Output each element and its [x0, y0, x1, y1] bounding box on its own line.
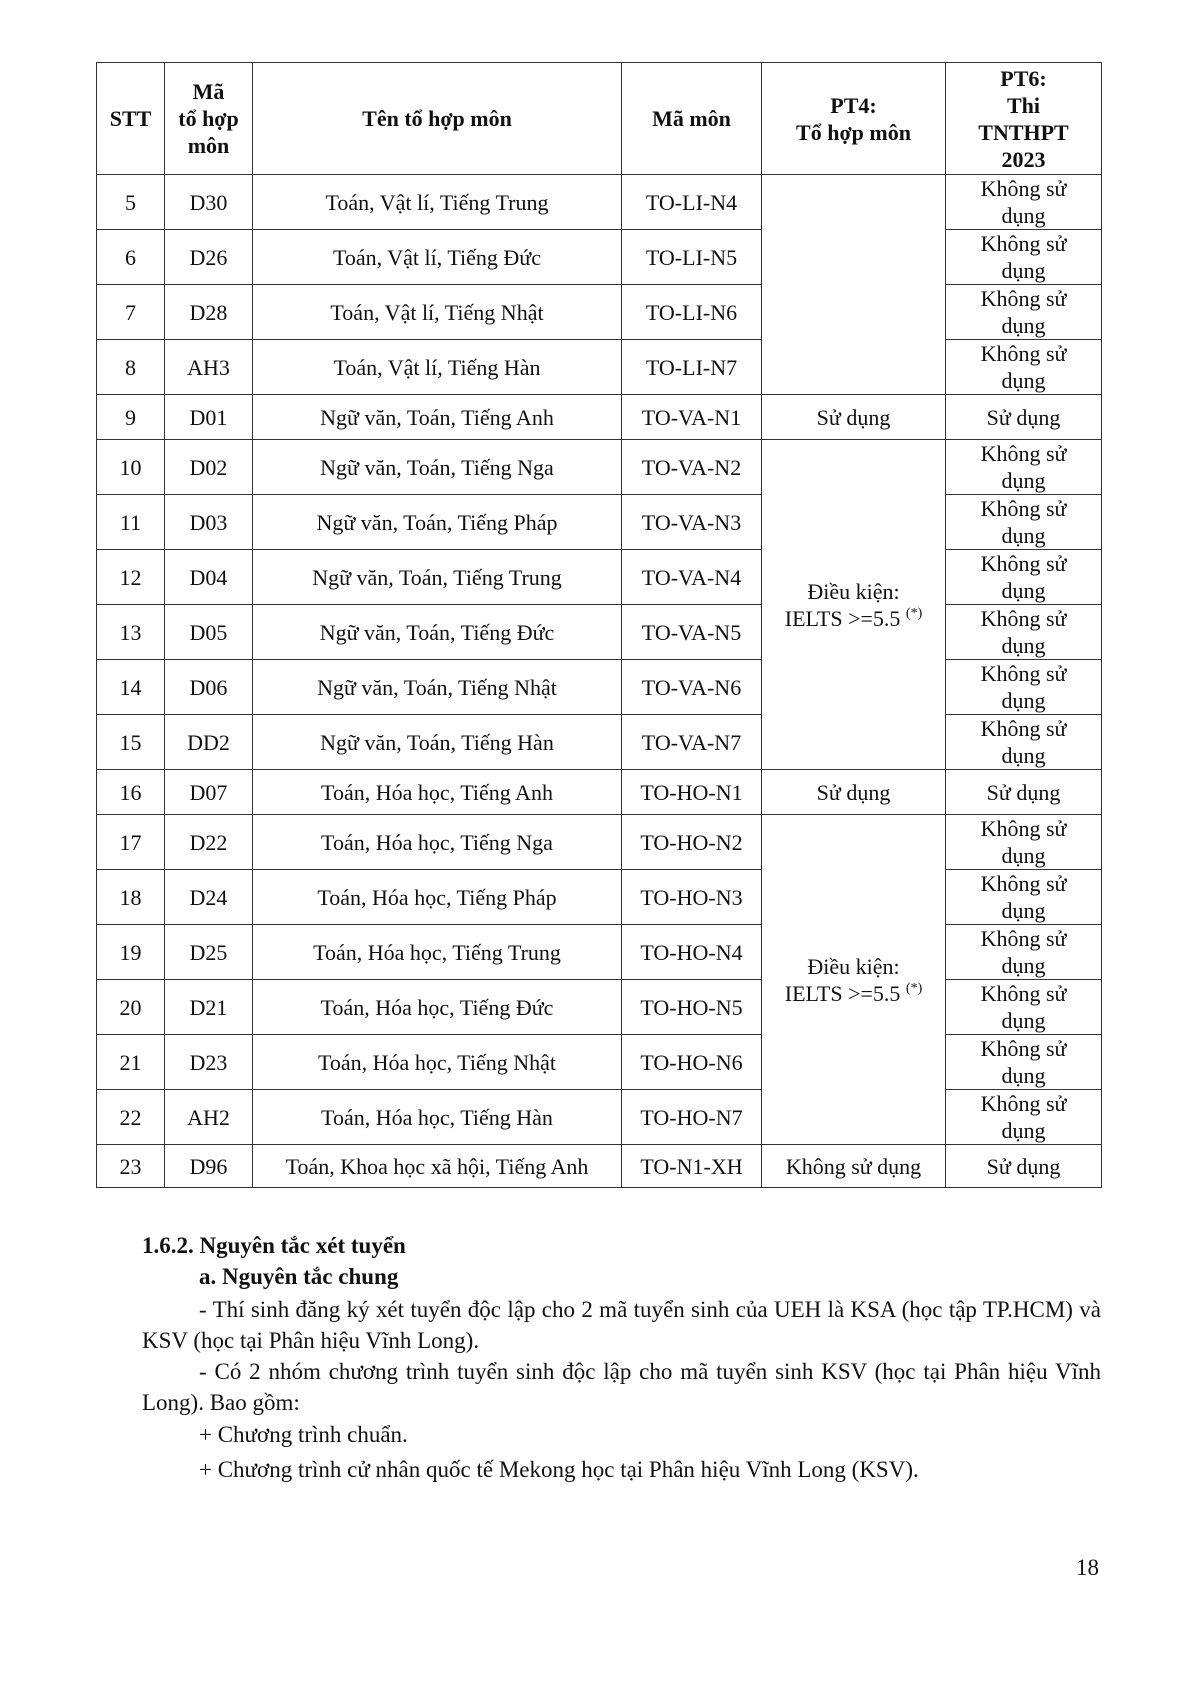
- cell-ten: Ngữ văn, Toán, Tiếng Nhật: [253, 660, 622, 715]
- table-row: [97, 1145, 1102, 1188]
- cell-ten: Toán, Vật lí, Tiếng Nhật: [253, 285, 622, 340]
- admission-combination-table: [96, 62, 1102, 1188]
- cell-stt: 23: [97, 1145, 165, 1188]
- cell-pt6: Không sử dụng: [946, 175, 1102, 230]
- cell-stt: 21: [97, 1035, 165, 1090]
- list-item: + Chương trình cử nhân quốc tế Mekong học tại Phân hiệu Vĩnh Long (KSV).: [199, 1457, 919, 1482]
- table-row: [97, 285, 1102, 340]
- cell-mamon: TO-HO-N2: [622, 815, 762, 870]
- cell-stt: 20: [97, 980, 165, 1035]
- cell-ma: D24: [165, 870, 253, 925]
- cell-ten: Toán, Hóa học, Tiếng Pháp: [253, 870, 622, 925]
- list-item: + Chương trình chuẩn.: [199, 1422, 408, 1447]
- cell-ten: Toán, Hóa học, Tiếng Trung: [253, 925, 622, 980]
- footnote-mark: (*): [905, 980, 923, 996]
- cell-ma: D07: [165, 770, 253, 815]
- paragraph: - Có 2 nhóm chương trình tuyển sinh độc lập cho mã tuyển sinh KSV (học tại Phân hiệu Vĩnh Long). Bao gồm:: [142, 1359, 1101, 1415]
- cell-pt6: Không sử dụng: [946, 605, 1102, 660]
- cell-ten: Toán, Khoa học xã hội, Tiếng Anh: [253, 1145, 622, 1188]
- cell-ma: DD2: [165, 715, 253, 770]
- cell-mamon: TO-VA-N6: [622, 660, 762, 715]
- cell-pt6: Không sử dụng: [946, 1035, 1102, 1090]
- cell-pt6: Không sử dụng: [946, 285, 1102, 340]
- cell-ten: Ngữ văn, Toán, Tiếng Nga: [253, 440, 622, 495]
- table-row: [97, 1035, 1102, 1090]
- table-row: [97, 550, 1102, 605]
- table-row: [97, 230, 1102, 285]
- table-row: [97, 340, 1102, 395]
- cell-ma: D96: [165, 1145, 253, 1188]
- cell-stt: 7: [97, 285, 165, 340]
- cell-ten: Ngữ văn, Toán, Tiếng Đức: [253, 605, 622, 660]
- header-ma-to-hop: Mã tổ hợp môn: [165, 63, 253, 175]
- cell-mamon: TO-VA-N7: [622, 715, 762, 770]
- cell-mamon: TO-N1-XH: [622, 1145, 762, 1188]
- cell-pt6: Không sử dụng: [946, 440, 1102, 495]
- cell-ten: Toán, Hóa học, Tiếng Nhật: [253, 1035, 622, 1090]
- cell-pt6: Không sử dụng: [946, 1090, 1102, 1145]
- cell-ma: D25: [165, 925, 253, 980]
- cell-ten: Toán, Hóa học, Tiếng Nga: [253, 815, 622, 870]
- table-row: [97, 660, 1102, 715]
- cell-stt: 9: [97, 395, 165, 440]
- cell-ma: D23: [165, 1035, 253, 1090]
- cell-stt: 10: [97, 440, 165, 495]
- cell-ma: D28: [165, 285, 253, 340]
- cell-ten: Toán, Hóa học, Tiếng Anh: [253, 770, 622, 815]
- table-row: [97, 815, 1102, 870]
- cell-stt: 22: [97, 1090, 165, 1145]
- cell-ma: AH3: [165, 340, 253, 395]
- cell-ma: D02: [165, 440, 253, 495]
- cell-stt: 13: [97, 605, 165, 660]
- cell-ten: Toán, Vật lí, Tiếng Trung: [253, 175, 622, 230]
- cell-ma: D03: [165, 495, 253, 550]
- cell-mamon: TO-LI-N7: [622, 340, 762, 395]
- cell-ten: Ngữ văn, Toán, Tiếng Anh: [253, 395, 622, 440]
- cell-pt6: Không sử dụng: [946, 870, 1102, 925]
- cell-stt: 11: [97, 495, 165, 550]
- cell-mamon: TO-VA-N5: [622, 605, 762, 660]
- cell-mamon: TO-HO-N1: [622, 770, 762, 815]
- cell-ten: Toán, Vật lí, Tiếng Hàn: [253, 340, 622, 395]
- cell-pt6: Không sử dụng: [946, 660, 1102, 715]
- table-row: [97, 175, 1102, 230]
- cell-ma: D04: [165, 550, 253, 605]
- cell-stt: 16: [97, 770, 165, 815]
- cell-pt6: Không sử dụng: [946, 980, 1102, 1035]
- header-stt: STT: [97, 63, 165, 175]
- cell-mamon: TO-VA-N3: [622, 495, 762, 550]
- cell-mamon: TO-HO-N7: [622, 1090, 762, 1145]
- header-pt6: PT6: Thi TNTHPT 2023: [946, 63, 1102, 175]
- cell-pt6: Không sử dụng: [946, 495, 1102, 550]
- cell-pt6: Không sử dụng: [946, 340, 1102, 395]
- cell-pt4-condition: Điều kiện: IELTS >=5.5 (*): [762, 440, 946, 770]
- cell-mamon: TO-HO-N5: [622, 980, 762, 1035]
- cell-pt6: Không sử dụng: [946, 550, 1102, 605]
- table-row: [97, 980, 1102, 1035]
- cell-pt4-empty: [762, 175, 946, 395]
- cell-ten: Toán, Hóa học, Tiếng Hàn: [253, 1090, 622, 1145]
- cell-pt4-condition: Điều kiện: IELTS >=5.5 (*): [762, 815, 946, 1145]
- cell-ten: Ngữ văn, Toán, Tiếng Trung: [253, 550, 622, 605]
- cell-stt: 12: [97, 550, 165, 605]
- table-row: [97, 440, 1102, 495]
- table-row: [97, 395, 1102, 440]
- table-row: [97, 715, 1102, 770]
- cell-pt4: Không sử dụng: [762, 1145, 946, 1188]
- cell-mamon: TO-HO-N6: [622, 1035, 762, 1090]
- cell-pt6: Sử dụng: [946, 770, 1102, 815]
- cell-ten: Toán, Hóa học, Tiếng Đức: [253, 980, 622, 1035]
- cell-mamon: TO-LI-N5: [622, 230, 762, 285]
- cell-ma: D21: [165, 980, 253, 1035]
- page-number: 18: [1076, 1555, 1099, 1580]
- table-row: [97, 925, 1102, 980]
- table-row: [97, 495, 1102, 550]
- cell-stt: 14: [97, 660, 165, 715]
- cell-stt: 6: [97, 230, 165, 285]
- cell-pt4: Sử dụng: [762, 770, 946, 815]
- cell-ma: D05: [165, 605, 253, 660]
- cell-ten: Ngữ văn, Toán, Tiếng Hàn: [253, 715, 622, 770]
- paragraph: - Thí sinh đăng ký xét tuyển độc lập cho 2 mã tuyển sinh của UEH là KSA (học tập TP.HCM) và KSV (học tại Phân hiệu Vĩnh Long).: [142, 1297, 1101, 1353]
- cell-ma: D26: [165, 230, 253, 285]
- table-row: [97, 1090, 1102, 1145]
- cell-ma: D22: [165, 815, 253, 870]
- cell-ma: AH2: [165, 1090, 253, 1145]
- header-ten-to-hop: Tên tổ hợp môn: [253, 63, 622, 175]
- cell-pt6: Không sử dụng: [946, 925, 1102, 980]
- header-ma-mon: Mã môn: [622, 63, 762, 175]
- table-header-row: [97, 63, 1102, 175]
- cell-mamon: TO-LI-N4: [622, 175, 762, 230]
- footnote-mark: (*): [905, 605, 923, 621]
- cell-pt6: Không sử dụng: [946, 815, 1102, 870]
- table-row: [97, 605, 1102, 660]
- cell-mamon: TO-VA-N1: [622, 395, 762, 440]
- table-row: [97, 770, 1102, 815]
- cell-ma: D01: [165, 395, 253, 440]
- table-row: [97, 870, 1102, 925]
- cell-stt: 5: [97, 175, 165, 230]
- cell-ten: Ngữ văn, Toán, Tiếng Pháp: [253, 495, 622, 550]
- cell-stt: 15: [97, 715, 165, 770]
- header-pt4: PT4: Tổ hợp môn: [762, 63, 946, 175]
- cell-mamon: TO-HO-N4: [622, 925, 762, 980]
- cell-ma: D30: [165, 175, 253, 230]
- cell-stt: 19: [97, 925, 165, 980]
- cell-stt: 8: [97, 340, 165, 395]
- cell-stt: 18: [97, 870, 165, 925]
- cell-pt6: Sử dụng: [946, 395, 1102, 440]
- cell-mamon: TO-HO-N3: [622, 870, 762, 925]
- cell-mamon: TO-VA-N2: [622, 440, 762, 495]
- cell-ten: Toán, Vật lí, Tiếng Đức: [253, 230, 622, 285]
- cell-mamon: TO-LI-N6: [622, 285, 762, 340]
- cell-mamon: TO-VA-N4: [622, 550, 762, 605]
- cell-ma: D06: [165, 660, 253, 715]
- cell-stt: 17: [97, 815, 165, 870]
- cell-pt6: Không sử dụng: [946, 230, 1102, 285]
- cell-pt4: Sử dụng: [762, 395, 946, 440]
- cell-pt6: Sử dụng: [946, 1145, 1102, 1188]
- section-subheading: a. Nguyên tắc chung: [199, 1264, 399, 1289]
- cell-pt6: Không sử dụng: [946, 715, 1102, 770]
- section-heading: 1.6.2. Nguyên tắc xét tuyển: [142, 1233, 406, 1258]
